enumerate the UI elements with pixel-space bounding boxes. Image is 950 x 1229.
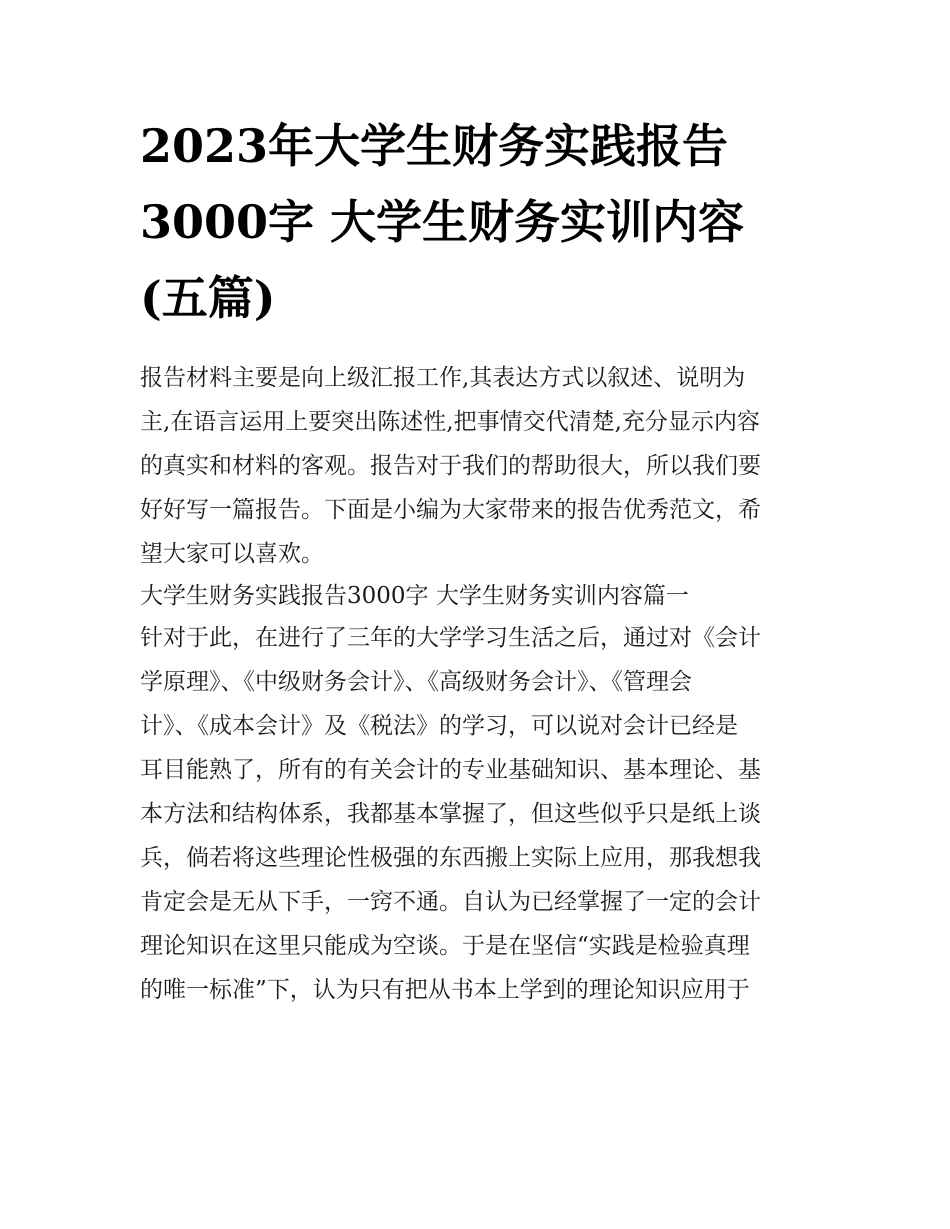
section-line: 的唯一标准”下，认为只有把从书本上学到的理论知识应用于 xyxy=(140,977,750,1003)
section-line: 理论知识在这里只能成为空谈。于是在坚信“实践是检验真理 xyxy=(140,933,750,959)
title-line-2-text: 字 大学生财务实训内容 xyxy=(268,195,745,249)
section-line: 计》、《成本会计》及《税法》的学习，可以说对会计已经是 xyxy=(140,713,738,739)
title-line-1 xyxy=(140,108,820,184)
section-paragraph xyxy=(140,616,820,1012)
title-line-2-number: 3000 xyxy=(140,195,269,249)
intro-paragraph xyxy=(140,356,820,576)
document-title xyxy=(140,108,820,336)
title-line-1-text: 年大学生财务实践报告 xyxy=(268,119,729,173)
intro-line: 报告材料主要是向上级汇报工作,其表达方式以叙述、说明为 xyxy=(140,365,746,391)
intro-line: 望大家可以喜欢。 xyxy=(140,541,324,567)
title-line-1-number: 2023 xyxy=(140,119,269,173)
section-heading: 大学生财务实践报告3000字 大学生财务实训内容篇一 xyxy=(140,583,689,609)
section-line: 耳目能熟了，所有的有关会计的专业基础知识、基本理论、基 xyxy=(140,757,761,783)
section-line: 本方法和结构体系，我都基本掌握了，但这些似乎只是纸上谈 xyxy=(140,801,761,827)
section-line: 兵，倘若将这些理论性极强的东西搬上实际上应用，那我想我 xyxy=(140,845,761,871)
title-line-2 xyxy=(140,184,820,260)
document-body xyxy=(140,356,820,1012)
title-line-3 xyxy=(140,260,820,336)
intro-line: 好好写一篇报告。下面是小编为大家带来的报告优秀范文，希 xyxy=(140,497,761,523)
section-line: 肯定会是无从下手，一窍不通。自认为已经掌握了一定的会计 xyxy=(140,889,761,915)
intro-line: 的真实和材料的客观。报告对于我们的帮助很大，所以我们要 xyxy=(140,453,761,479)
intro-line: 主,在语言运用上要突出陈述性,把事情交代清楚,充分显示内容 xyxy=(140,409,760,435)
section-line: 针对于此，在进行了三年的大学学习生活之后，通过对《会计 xyxy=(140,625,761,651)
section-line: 学原理》、《中级财务会计》、《高级财务会计》、《管理会 xyxy=(140,669,692,695)
title-line-3-text: (五篇) xyxy=(140,271,276,325)
